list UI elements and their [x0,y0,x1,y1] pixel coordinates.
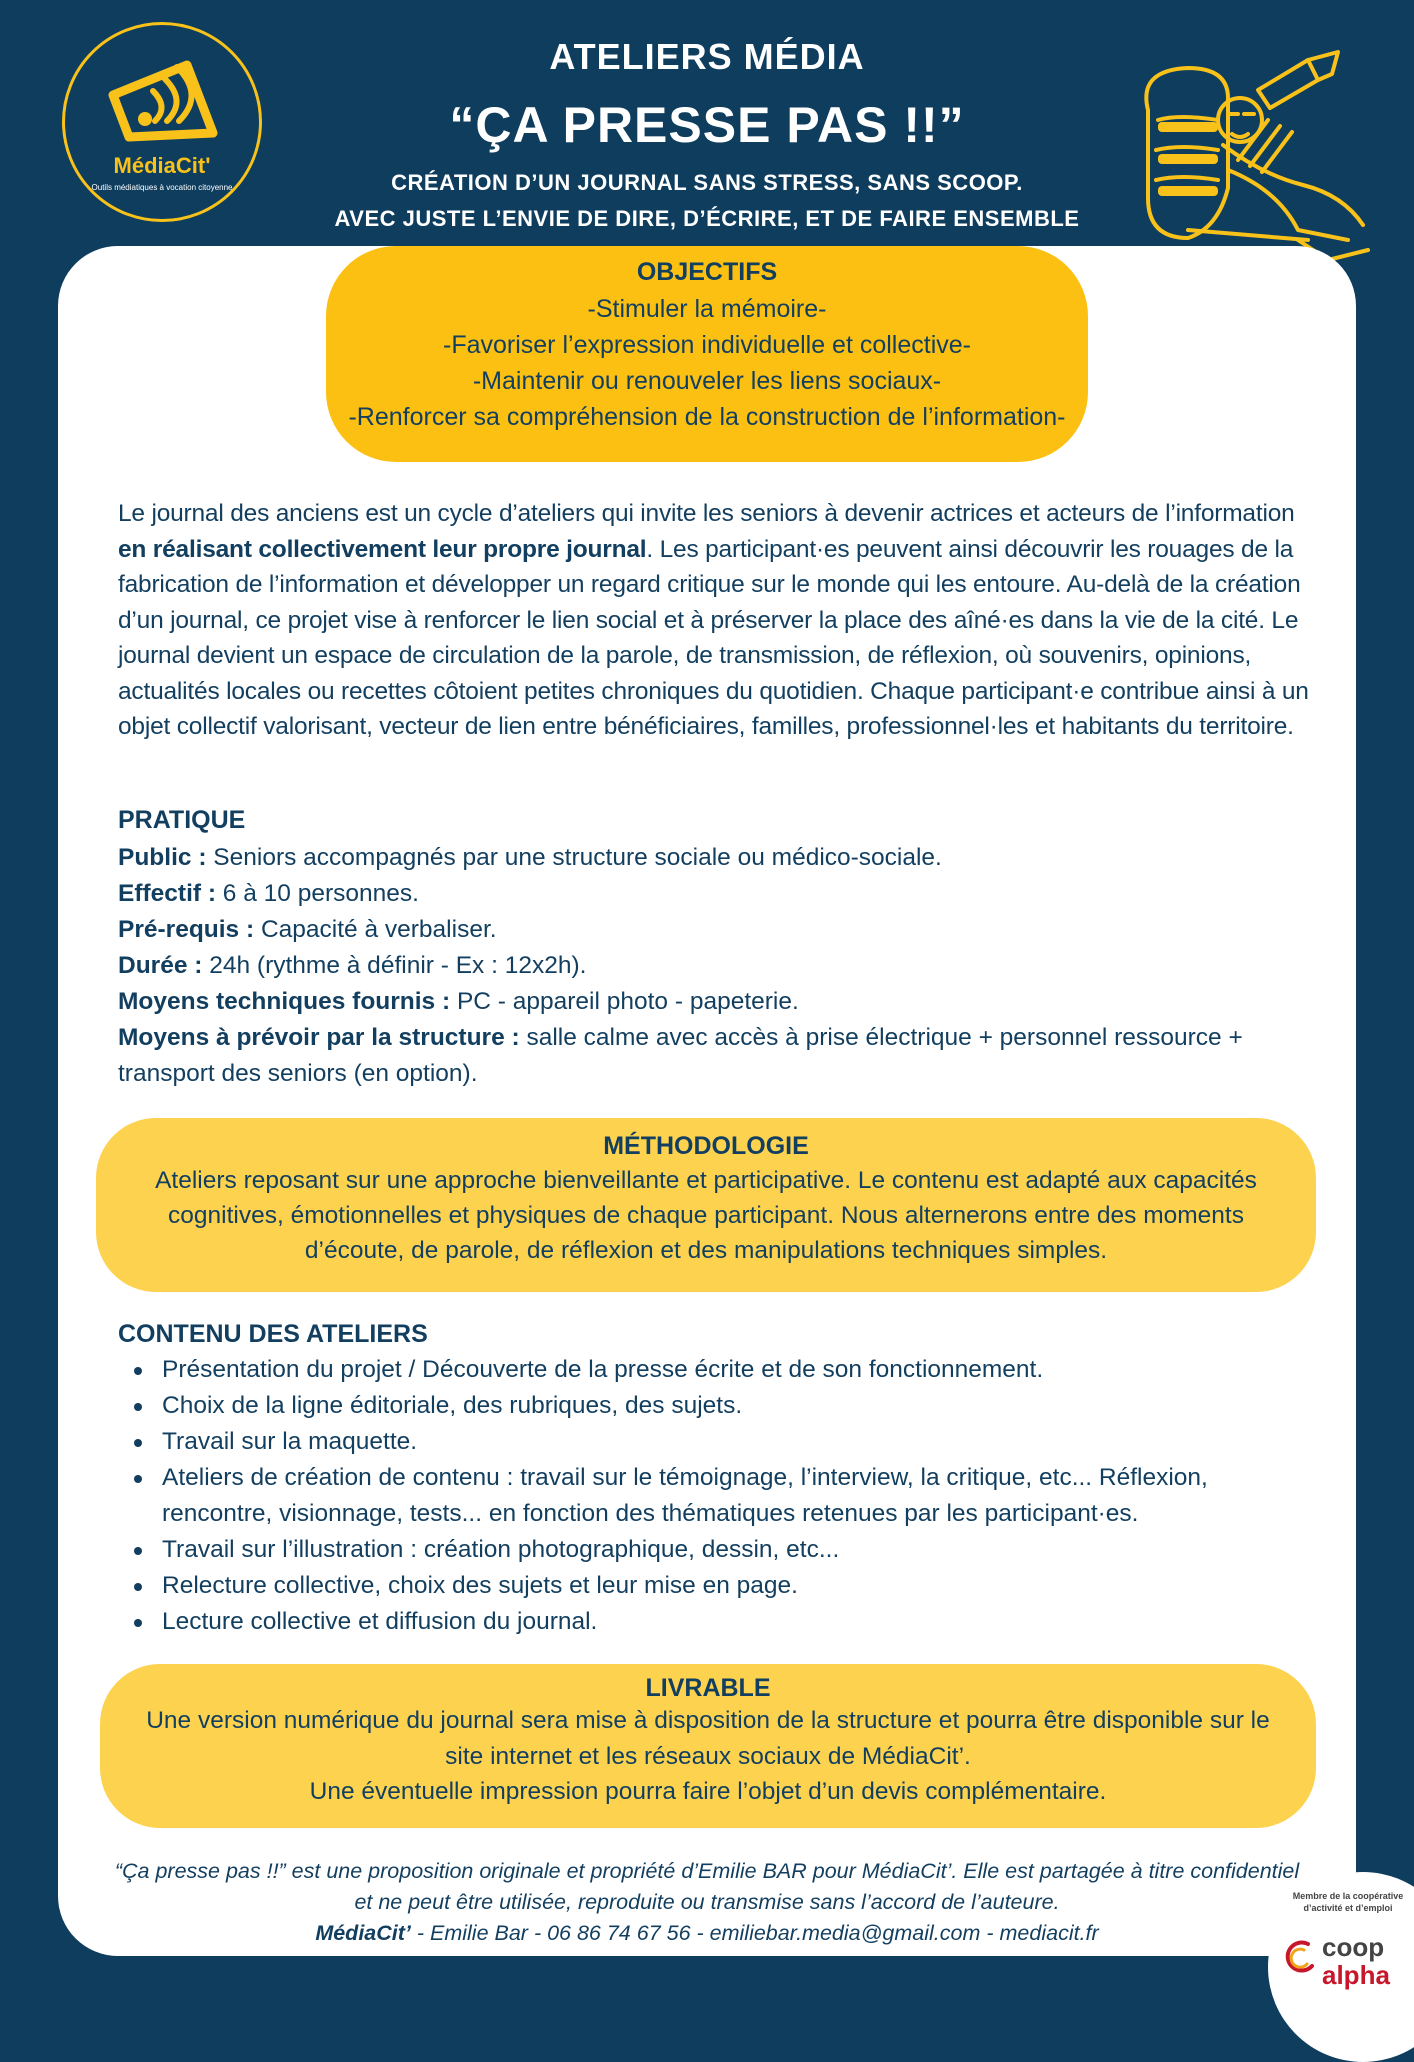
objectif-item: -Maintenir ou renouveler les liens sociaux- [472,367,942,395]
intro-text: . Les participant·es peuvent ainsi découvrir les rouages de la fabrication de l’information et développer un regard critique sur le monde qui les entoure. Au-delà de la création d’un journal, ce projet vise à renforcer le lien social et à préserver la place des aîné·es dans la vie de la cité. Le journal devient un espace de circulation de la parole, de transmission, de réflexion, où souvenirs, opinions, actualités locales ou recettes côtoient petites chroniques du quotidien. Chaque participant·e contribue ainsi à un objet collectif valorisant, vecteur de lien entre bénéficiaires, familles, professionnel·les et habitants du territoire. [118,535,1309,740]
pratique-label: Moyens à prévoir par la structure : [118,1024,520,1051]
pratique-item [118,948,1318,984]
list-item: Présentation du projet / Découverte de la presse écrite et de son fonctionnement. [118,1352,1318,1388]
methodologie-box [96,1118,1316,1292]
logo-tagline: Outils médiatiques à vocation citoyenne [91,183,233,192]
pratique-item [118,876,1318,912]
coop-alpha-logo [1278,1936,1318,1976]
footer [100,1856,1314,1949]
pratique-value: PC - appareil photo - papeterie. [450,988,799,1015]
list-item: Travail sur la maquette. [118,1424,1318,1460]
header-title-main: “ÇA PRESSE PAS !!” [449,97,965,153]
contenu-title: CONTENU DES ATELIERS [118,1320,428,1348]
pratique-label: Durée : [118,952,203,979]
footer-notice: “Ça presse pas !!” est une proposition originale et propriété d’Emilie BAR pour MédiaCit’. Elle est partagée à titre confidentiel et ne peut être utilisée, reproduite ou transmise sans l’accord de l’auteure. [114,1859,1300,1914]
pratique-item [118,1020,1318,1092]
coop-caption: Membre de la coopérative d’activité et d’emploi [1292,1891,1404,1913]
methodologie-text: Ateliers reposant sur une approche bienveillante et participative. Le contenu est adapté aux capacités cognitives, émotionnelles et physiques de chaque participant. Nous alternerons entre des moments d’écoute, de parole, de réflexion et des manipulations techniques simples. [155,1167,1257,1264]
pratique-label: Public : [118,844,207,871]
intro-paragraph [118,496,1313,745]
list-item: Ateliers de création de contenu : travail sur le témoignage, l’interview, la critique, etc... Réflexion, rencontre, visionnage, tests... en fonction des thématiques retenues par les participant·es. [118,1460,1318,1532]
mediacit-logo [62,22,262,222]
pratique-value: 24h (rythme à définir - Ex : 12x2h). [202,952,587,979]
pratique-label: Pré-requis : [118,916,255,943]
objectif-item: -Stimuler la mémoire- [587,295,827,323]
pratique-label: Moyens techniques fournis : [118,988,451,1015]
pratique-item [118,840,1318,876]
objectif-item: -Renforcer sa compréhension de la construction de l’information- [348,403,1066,431]
footer-contact [100,1918,1314,1949]
objectifs-box [326,246,1088,462]
megaphone-wifi-icon [105,55,225,155]
intro-bold: en réalisant collectivement leur propre journal [118,535,647,563]
footer-brand: MédiaCit’ [315,1921,411,1945]
pratique-item [118,912,1318,948]
pratique-title: PRATIQUE [118,806,246,834]
header-title-line1: ATELIERS MÉDIA [549,36,865,77]
methodologie-title: MÉTHODOLOGIE [603,1132,809,1160]
livrable-text: Une version numérique du journal sera mise à disposition de la structure et pourra être disponible sur le site internet et les réseaux sociaux de MédiaCit’. [146,1707,1270,1770]
contenu-list [118,1352,1318,1640]
livrable-title: LIVRABLE [645,1674,771,1702]
list-item: Lecture collective et diffusion du journal. [118,1604,1318,1640]
alpha-word: alpha [1322,1960,1390,1990]
header-subtitle-line1: CRÉATION D’UN JOURNAL SANS STRESS, SANS SCOOP. [391,170,1023,195]
list-item: Relecture collective, choix des sujets et leur mise en page. [118,1568,1318,1604]
list-item: Travail sur l’illustration : création photographique, dessin, etc... [118,1532,1318,1568]
objectifs-title: OBJECTIFS [636,258,778,286]
intro-text: Le journal des anciens est un cycle d’ateliers qui invite les seniors à devenir actrices et acteurs de l’information [118,500,1295,527]
footer-contact-details: - Emilie Bar - 06 86 74 67 56 - emiliebar.media@gmail.com - mediacit.fr [410,1921,1099,1945]
livrable-box [100,1664,1316,1828]
pratique-item [118,984,1318,1020]
list-item: Choix de la ligne éditoriale, des rubriques, des sujets. [118,1388,1318,1424]
pratique-value: salle calme avec accès à prise électrique + personnel ressource + transport des seniors (en option). [118,1024,1243,1087]
pratique-value: 6 à 10 personnes. [216,880,419,907]
coop-word: coop [1322,1932,1385,1962]
livrable-text: Une éventuelle impression pourra faire l’objet d’un devis complémentaire. [309,1778,1107,1805]
pratique-label: Effectif : [118,880,216,907]
logo-name: MédiaCit' [113,153,211,178]
objectif-item: -Favoriser l’expression individuelle et collective- [443,331,971,359]
pratique-list [118,840,1318,1092]
pratique-value: Seniors accompagnés par une structure sociale ou médico-sociale. [206,844,942,871]
header-subtitle-line2: AVEC JUSTE L’ENVIE DE DIRE, D’ÉCRIRE, ET DE FAIRE ENSEMBLE [334,206,1080,231]
pratique-value: Capacité à verbaliser. [254,916,497,943]
